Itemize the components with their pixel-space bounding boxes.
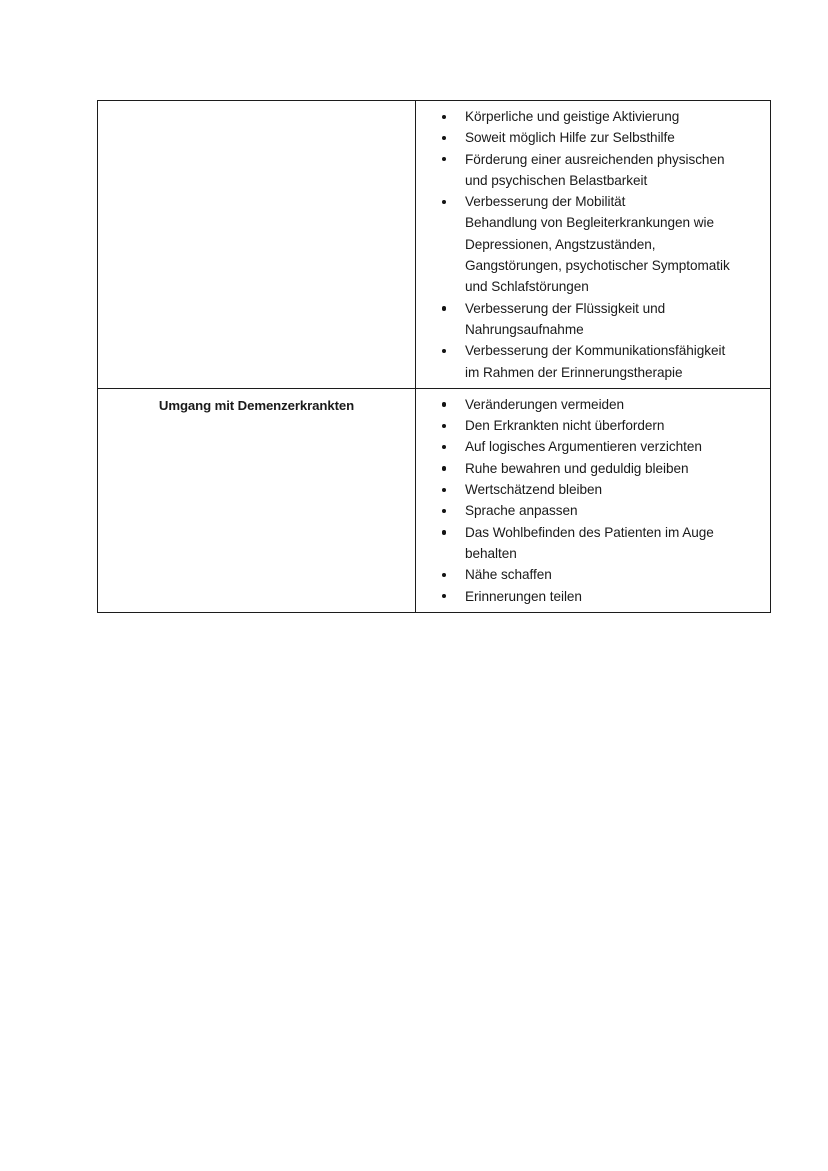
row-label-text-0	[98, 101, 415, 131]
list-item: Nähe schaffen	[416, 564, 764, 585]
list-item: Verbesserung der Kommunikationsfähigkeit	[416, 340, 764, 361]
list-item-continuation: Gangstörungen, psychotischer Symptomatik	[465, 258, 730, 274]
row-content-cell-0	[416, 101, 771, 389]
table-body	[98, 101, 771, 613]
list-item-continuation: im Rahmen der Erinnerungstherapie	[465, 364, 683, 380]
list-item: Förderung einer ausreichenden physischen	[416, 149, 764, 170]
list-item-continuation: und Schlafstörungen	[465, 279, 589, 295]
list-item-continuation: und psychischen Belastbarkeit	[465, 172, 648, 188]
list-item: Wertschätzend bleiben	[416, 479, 764, 500]
row-label-cell-0	[98, 101, 416, 389]
bullet-list-0	[416, 101, 770, 388]
list-item: Ruhe bewahren und geduldig bleiben	[416, 458, 764, 479]
row-label-cell-1	[98, 388, 416, 612]
list-item: Körperliche und geistige Aktivierung	[416, 106, 764, 127]
list-item: Erinnerungen teilen	[416, 586, 764, 607]
list-item: Verbesserung der Flüssigkeit und	[416, 298, 764, 319]
list-item-continuation: Nahrungsaufnahme	[465, 321, 584, 337]
list-item-continuation: Depressionen, Angstzuständen,	[465, 236, 656, 252]
list-item: Verbesserung der Mobilität	[416, 191, 764, 212]
list-item: Soweit möglich Hilfe zur Selbsthilfe	[416, 127, 764, 148]
table-row	[98, 101, 771, 389]
list-item: Auf logisches Argumentieren verzichten	[416, 436, 764, 457]
list-item-continuation: Behandlung von Begleiterkrankungen wie	[465, 215, 715, 231]
row-content-cell-1	[416, 388, 771, 612]
list-item: Sprache anpassen	[416, 500, 764, 521]
row-label-text-1: Umgang mit Demenzerkrankten	[158, 397, 355, 413]
list-item: Das Wohlbefinden des Patienten im Auge	[416, 522, 764, 543]
table-row	[98, 388, 771, 612]
content-table	[97, 100, 771, 613]
list-item: Veränderungen vermeiden	[416, 394, 764, 415]
bullet-list-1	[416, 389, 770, 612]
list-item: Den Erkrankten nicht überfordern	[416, 415, 764, 436]
list-item-continuation: behalten	[465, 545, 517, 561]
